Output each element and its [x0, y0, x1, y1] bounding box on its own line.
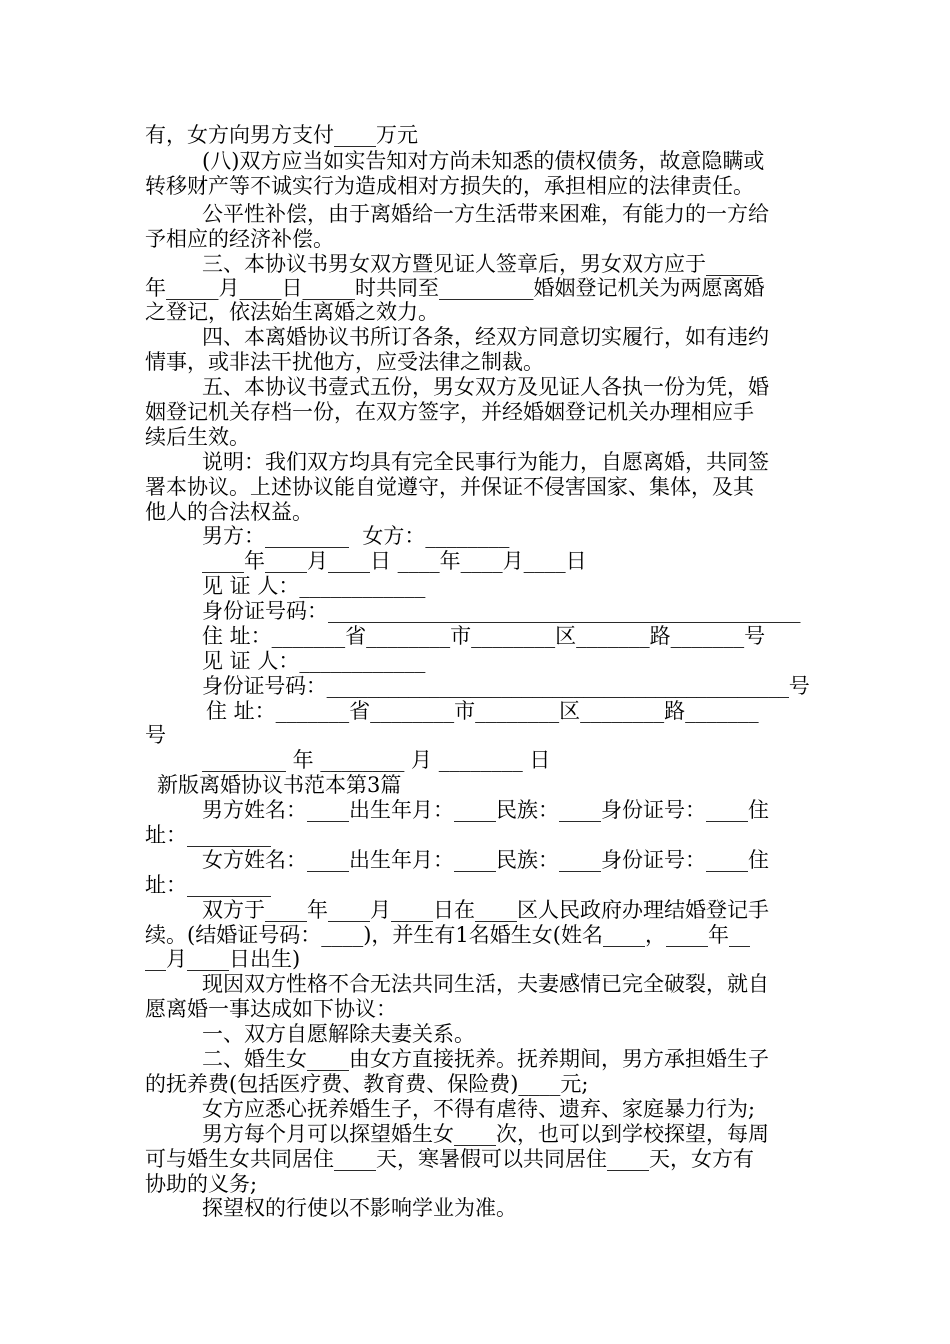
date-line: ________ 年 ________ 月 ________ 日: [202, 748, 551, 772]
date-line: ____年____月____日 ____年____月____日: [202, 549, 587, 573]
text-line: 探望权的行使以不影响学业为准。: [202, 1196, 517, 1220]
witness-line: 见 证 人：____________: [202, 574, 426, 598]
text-line: 现因双方性格不合无法共同生活，夫妻感情已完全破裂，就自: [202, 972, 769, 996]
text-line: 之登记，依法始生离婚之效力。: [145, 300, 439, 324]
text-line: 女方姓名：____出生年月：____民族：____身份证号：____住: [202, 848, 769, 872]
text-line: 协助的义务;: [145, 1172, 258, 1196]
signature-line: 男方：________ 女方：________: [202, 524, 510, 548]
text-line: 女方应悉心抚养婚生子，不得有虐待、遗弃、家庭暴力行为;: [202, 1097, 756, 1121]
text-line: 说明：我们双方均具有完全民事行为能力，自愿离婚，共同签: [202, 450, 769, 474]
text-line: 五、本协议书壹式五份，男女双方及见证人各执一份为凭，婚: [202, 375, 769, 399]
text-line: 一、双方自愿解除夫妻关系。: [202, 1022, 475, 1046]
text-line: 续后生效。: [145, 425, 250, 449]
text-line: 址：________: [145, 873, 271, 897]
text-line: 可与婚生女共同居住____天，寒暑假可以共同居住____天，女方有: [145, 1147, 754, 1171]
text-line: 署本协议。上述协议能自觉遵守，并保证不侵害国家、集体，及其: [145, 475, 754, 499]
witness-line: 见 证 人：____________: [202, 649, 426, 673]
text-line: 男方每个月可以探望婚生女____次，也可以到学校探望，每周: [202, 1122, 769, 1146]
text-line: 姻登记机关存档一份，在双方签字，并经婚姻登记机关办理相应手: [145, 400, 754, 424]
text-line: 转移财产等不诚实行为造成相对方损失的，承担相应的法律责任。: [145, 174, 754, 198]
text-line: (八)双方应当如实告知对方尚未知悉的债权债务，故意隐瞒或: [202, 149, 765, 173]
address-line: 住 址：_______省________市________区_______路_______号: [202, 624, 766, 648]
text-line: 愿离婚一事达成如下协议：: [145, 997, 397, 1021]
text-line: 的抚养费(包括医疗费、教育费、保险费)____元;: [145, 1072, 589, 1096]
text-line: 二、婚生女____由女方直接抚养。抚养期间，男方承担婚生子: [202, 1047, 769, 1071]
text-line: 三、本协议书男女双方暨见证人签章后，男女双方应于_____: [202, 252, 759, 276]
text-line: 号: [145, 723, 166, 747]
text-line: 他人的合法权益。: [145, 500, 313, 524]
id-number-line: 身份证号码：_____________________________________________号: [202, 674, 810, 698]
text-line: 四、本离婚协议书所订各条，经双方同意切实履行，如有违约: [202, 325, 769, 349]
text-line: 续。(结婚证号码：____)，并生有1名婚生女(姓名____，____年__: [145, 923, 750, 947]
text-line: 予相应的经济补偿。: [145, 227, 334, 251]
id-number-line: 身份证号码：_____________________________________________: [202, 599, 801, 623]
text-line: 址：________: [145, 823, 271, 847]
text-line: 公平性补偿，由于离婚给一方生活带来困难，有能力的一方给: [202, 202, 769, 226]
text-line: 有，女方向男方支付____万元: [145, 123, 418, 147]
text-line: 双方于____年____月____日在____区人民政府办理结婚登记手: [202, 898, 769, 922]
text-line: __月____日出生): [145, 947, 301, 971]
section-title: 新版离婚协议书范本第3篇: [157, 773, 402, 797]
text-line: 年_____月____日_____时共同至_________婚姻登记机关为两愿离婚: [145, 276, 765, 300]
address-line: 住 址：_______省________市________区________路_______: [206, 699, 759, 723]
text-line: 情事，或非法干扰他方，应受法律之制裁。: [145, 350, 544, 374]
text-line: 男方姓名：____出生年月：____民族：____身份证号：____住: [202, 798, 769, 822]
